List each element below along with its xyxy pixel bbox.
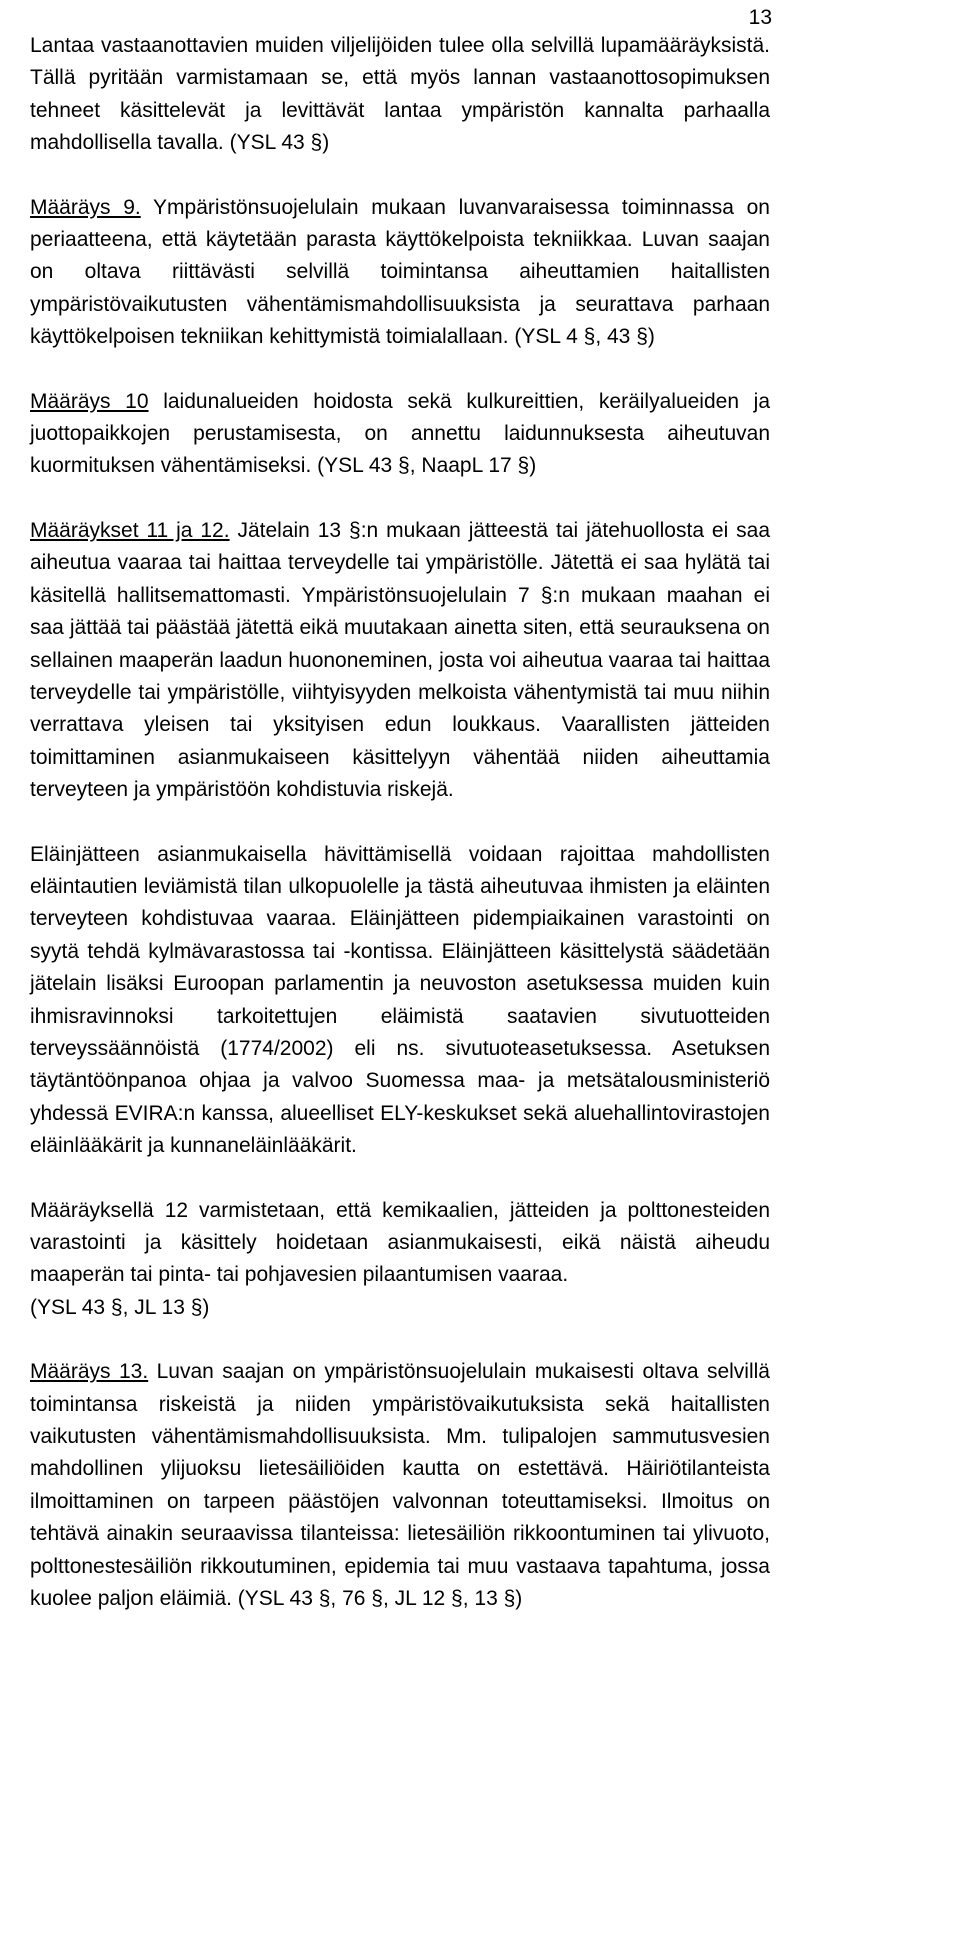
- paragraph-regulation-9: [30, 192, 770, 354]
- paragraph-text: Määräyksellä 12 varmistetaan, että kemikaalien, jätteiden ja polttonesteiden varastointi ja käsittely hoidetaan asianmukaisesti, eikä näistä aiheudu maaperän tai pinta- tai pohjavesien pilaantumisen vaaraa.: [30, 1198, 770, 1287]
- regulation-heading: Määräys 9.: [30, 195, 141, 219]
- regulation-heading: Määräys 10: [30, 389, 149, 413]
- paragraph-text: Jätelain 13 §:n mukaan jätteestä tai jätehuollosta ei saa aiheutua vaaraa tai haittaa terveydelle tai ympäristölle. Jätettä ei saa hylätä tai käsitellä hallitsemattomasti. Ympäristönsuojelulain 7 §:n mukaan maahan ei saa jättää tai päästää jätettä eikä muutakaan ainetta siten, että seurauksena on sellainen maaperän laadun huononeminen, josta voi aiheutua vaaraa tai haittaa terveydelle tai ympäristölle, viihtyisyyden melkoista vähentymistä tai muu niihin verrattava yleisen tai yksityisen edun loukkaus. Vaarallisten jätteiden toimittaminen asianmukaiseen käsittelyyn vähentää niiden aiheuttamia terveyteen ja ympäristöön kohdistuvia riskejä.: [30, 518, 770, 802]
- paragraph-legal-reference: [30, 1292, 770, 1324]
- page-number: 13: [748, 6, 772, 29]
- paragraph-regulations-11-12: [30, 515, 770, 807]
- paragraph-animal-waste: [30, 839, 770, 1163]
- regulation-heading: Määräys 13.: [30, 1360, 149, 1384]
- paragraph-regulation-12-storage: [30, 1195, 770, 1292]
- document-body: [30, 30, 770, 1647]
- paragraph-manure-recipients: [30, 30, 770, 160]
- paragraph-text: Ympäristönsuojelulain mukaan luvanvaraisessa toiminnassa on periaatteena, että käytetään parasta käyttökelpoista tekniikkaa. Luvan saajan on oltava riittävästi selvillä toimintansa aiheuttamien haitallisten ympäristövaikutusten vähentämismahdollisuuksista ja seurattava parhaan käyttökelpoisen tekniikan kehittymistä toimialallaan. (YSL 4 §, 43 §): [30, 195, 770, 349]
- legal-reference: (YSL 43 §, JL 13 §): [30, 1295, 210, 1319]
- paragraph-text: Luvan saajan on ympäristönsuojelulain mukaisesti oltava selvillä toimintansa riskeistä ja niiden ympäristövaikutuksista sekä haitallisten vaikutusten vähentämismahdollisuuksista. Mm. tulipalojen sammutusvesien mahdollinen ylijuoksu lietesäiliöiden kautta on estettävä. Häiriötilanteista ilmoittaminen on tarpeen päästöjen valvonnan toteuttamiseksi. Ilmoitus on tehtävä ainakin seuraavissa tilanteissa: lietesäiliön rikkoontuminen tai ylivuoto, polttonestesäiliön rikkoutuminen, epidemia tai muu vastaava tapahtuma, jossa kuolee paljon eläimiä. (YSL 43 §, 76 §, JL 12 §, 13 §): [30, 1360, 770, 1611]
- paragraph-regulation-13: [30, 1356, 770, 1615]
- paragraph-regulation-10: [30, 386, 770, 483]
- regulation-heading: Määräykset 11 ja 12.: [30, 518, 230, 542]
- paragraph-text: Eläinjätteen asianmukaisella hävittämisellä voidaan rajoittaa mahdollisten eläintautien leviämistä tilan ulkopuolelle ja tästä aiheutuvaa ihmisten ja eläinten terveyteen kohdistuvaa vaaraa. Eläinjätteen pidempiaikainen varastointi on syytä tehdä kylmävarastossa tai -kontissa. Eläinjätteen käsittelystä säädetään jätelain lisäksi Euroopan parlamentin ja neuvoston asetuksessa muiden kuin ihmisravinnoksi tarkoitettujen eläimistä saatavien sivutuotteiden terveyssäännöistä (1774/2002) eli ns. sivutuoteasetuksessa. Asetuksen täytäntöönpanoa ohjaa ja valvoo Suomessa maa- ja metsätalousministeriö yhdessä EVIRA:n kanssa, alueelliset ELY-keskukset sekä aluehallintovirastojen eläinlääkärit ja kunnaneläinlääkärit.: [30, 842, 770, 1158]
- paragraph-text: laidunalueiden hoidosta sekä kulkureittien, keräilyalueiden ja juottopaikkojen perustamisesta, on annettu laidunnuksesta aiheutuvan kuormituksen vähentämiseksi. (YSL 43 §, NaapL 17 §): [30, 389, 771, 478]
- paragraph-text: Lantaa vastaanottavien muiden viljelijöiden tulee olla selvillä lupamääräyksistä. Tällä pyritään varmistamaan se, että myös lannan vastaanottosopimuksen tehneet käsittelevät ja levittävät lantaa ympäristön kannalta parhaalla mahdollisella tavalla. (YSL 43 §): [30, 34, 770, 155]
